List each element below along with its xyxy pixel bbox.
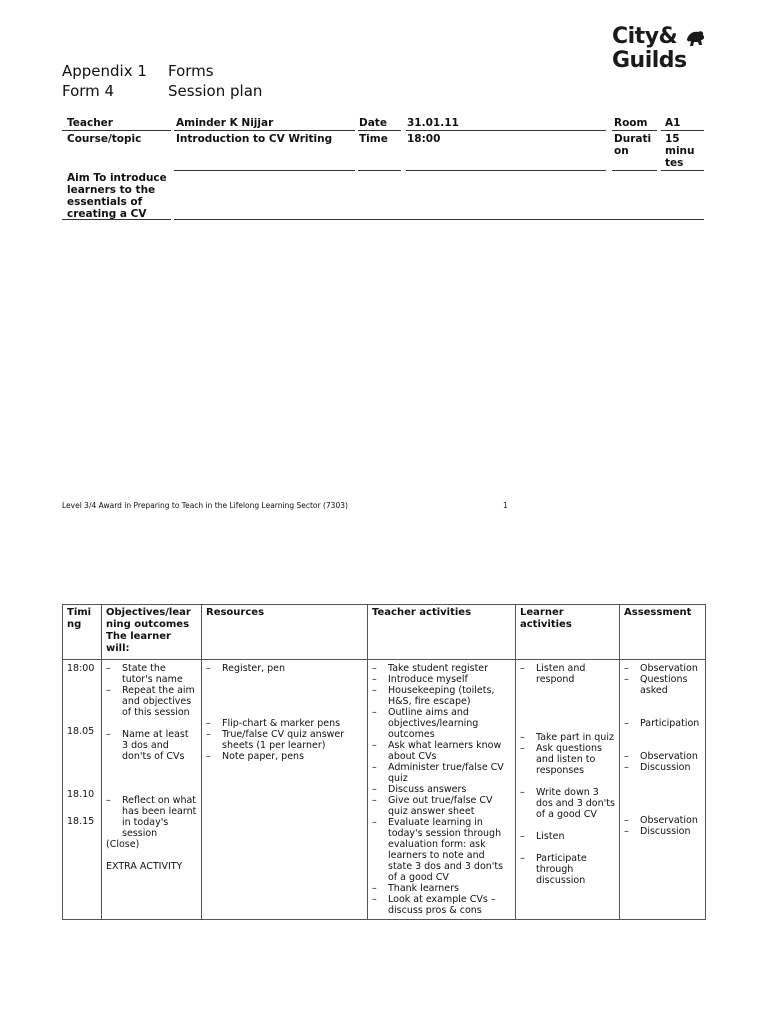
list-item: – Take part in quiz <box>520 732 614 743</box>
duration-value: 15 minu tes <box>665 133 695 169</box>
timing: 18.05 <box>67 726 95 737</box>
list-item: – Register, pen <box>206 663 286 674</box>
list-item: – Thank learners <box>372 883 459 894</box>
list-item: – Observation <box>624 751 698 762</box>
divider <box>174 219 704 220</box>
form-heading <box>62 82 262 100</box>
list-item: – Administer true/false CV quiz <box>372 762 504 784</box>
appendix-value: Forms <box>168 62 214 80</box>
col-header-learner-activities: Learner activities <box>516 605 620 660</box>
list-item: – Reflect on what has been learnt in today's session <box>106 795 197 839</box>
list-item: – Participation <box>624 718 700 729</box>
teacher-activities-cell <box>368 660 516 920</box>
list-item: – Evaluate learning in today's session through evaluation form: ask learners to note and state 3 dos and 3 don'ts of a good CV <box>372 817 504 883</box>
table-header-row <box>63 605 706 660</box>
logo-line-1: City& <box>612 24 678 49</box>
list-item: – Housekeeping (toilets, H&S, fire escape) <box>372 685 495 707</box>
time-value: 18:00 <box>407 133 441 145</box>
col-header-resources: Resources <box>202 605 368 660</box>
col-header-objectives: Objectives/lear ning outcomes The learner will: <box>102 605 202 660</box>
page-footer: Level 3/4 Award in Preparing to Teach in the Lifelong Learning Sector (7303) <box>62 501 348 510</box>
timing: 18.10 <box>67 789 95 800</box>
date-value: 31.01.11 <box>407 117 459 129</box>
duration-label: Durati on <box>614 133 652 157</box>
teacher-value: Aminder K Nijjar <box>176 117 274 129</box>
list-item: – Look at example CVs – discuss pros & cons <box>372 894 496 916</box>
room-value: A1 <box>665 117 681 129</box>
table-row <box>63 660 706 920</box>
divider <box>612 170 657 171</box>
list-item: – Ask what learners know about CVs <box>372 740 502 762</box>
col-header-timing: Timi ng <box>63 605 102 660</box>
time-label: Time <box>359 133 388 145</box>
divider <box>612 130 657 131</box>
list-item: – Listen <box>520 831 565 842</box>
list-item: – Write down 3 dos and 3 don'ts of a good CV <box>520 787 615 820</box>
teacher-label: Teacher <box>67 117 113 129</box>
list-item: – Name at least 3 dos and don'ts of CVs <box>106 729 189 762</box>
list-item: – Discussion <box>624 826 691 837</box>
session-plan-table <box>62 604 706 920</box>
list-item: – Repeat the aim and objectives of this session <box>106 685 195 718</box>
list-item: – True/false CV quiz answer sheets (1 per learner) <box>206 729 345 751</box>
page-number: 1 <box>503 501 508 510</box>
aim-text: Aim To introduce learners to the essentials of creating a CV <box>67 172 167 220</box>
learner-activities-cell <box>516 660 620 920</box>
extra-activity-label: EXTRA ACTIVITY <box>106 861 183 872</box>
list-item: – Outline aims and objectives/learning outcomes <box>372 707 479 740</box>
list-item: – Introduce myself <box>372 674 468 685</box>
timing: 18.15 <box>67 816 95 827</box>
room-label: Room <box>614 117 648 129</box>
divider <box>62 219 171 220</box>
city-guilds-logo <box>612 25 712 73</box>
timing: 18:00 <box>67 663 95 674</box>
list-item: – Questions asked <box>624 674 688 696</box>
divider <box>174 130 355 131</box>
divider <box>661 130 704 131</box>
appendix-label: Appendix 1 <box>62 62 147 80</box>
appendix-heading <box>62 62 214 80</box>
divider <box>358 170 401 171</box>
list-item: – Flip-chart & marker pens <box>206 718 341 729</box>
resources-cell <box>202 660 368 920</box>
divider <box>661 170 704 171</box>
course-label: Course/topic <box>67 133 142 145</box>
list-item: – Observation <box>624 663 698 674</box>
assessment-cell <box>620 660 706 920</box>
lion-crest-icon <box>684 27 706 49</box>
divider <box>174 170 355 171</box>
col-header-teacher-activities: Teacher activities <box>368 605 516 660</box>
list-item: – Discussion <box>624 762 691 773</box>
list-item: – Ask questions and listen to responses <box>520 743 602 776</box>
divider <box>358 130 401 131</box>
list-item: – Give out true/false CV quiz answer sheet <box>372 795 493 817</box>
divider <box>406 170 606 171</box>
close-note: (Close) <box>106 839 140 850</box>
logo-line-2: Guilds <box>612 48 687 73</box>
list-item: – Participate through discussion <box>520 853 587 886</box>
col-header-assessment: Assessment <box>620 605 706 660</box>
date-label: Date <box>359 117 387 129</box>
list-item: – Take student register <box>372 663 489 674</box>
list-item: – Note paper, pens <box>206 751 305 762</box>
list-item: – Listen and respond <box>520 663 586 685</box>
form-value: Session plan <box>168 82 263 100</box>
list-item: – Observation <box>624 815 698 826</box>
list-item: – State the tutor's name <box>106 663 183 685</box>
form-label: Form 4 <box>62 82 115 100</box>
objectives-cell <box>102 660 202 920</box>
divider <box>406 130 606 131</box>
timing-cell <box>63 660 102 920</box>
divider <box>62 130 171 131</box>
course-value: Introduction to CV Writing <box>176 133 333 145</box>
list-item: – Discuss answers <box>372 784 467 795</box>
